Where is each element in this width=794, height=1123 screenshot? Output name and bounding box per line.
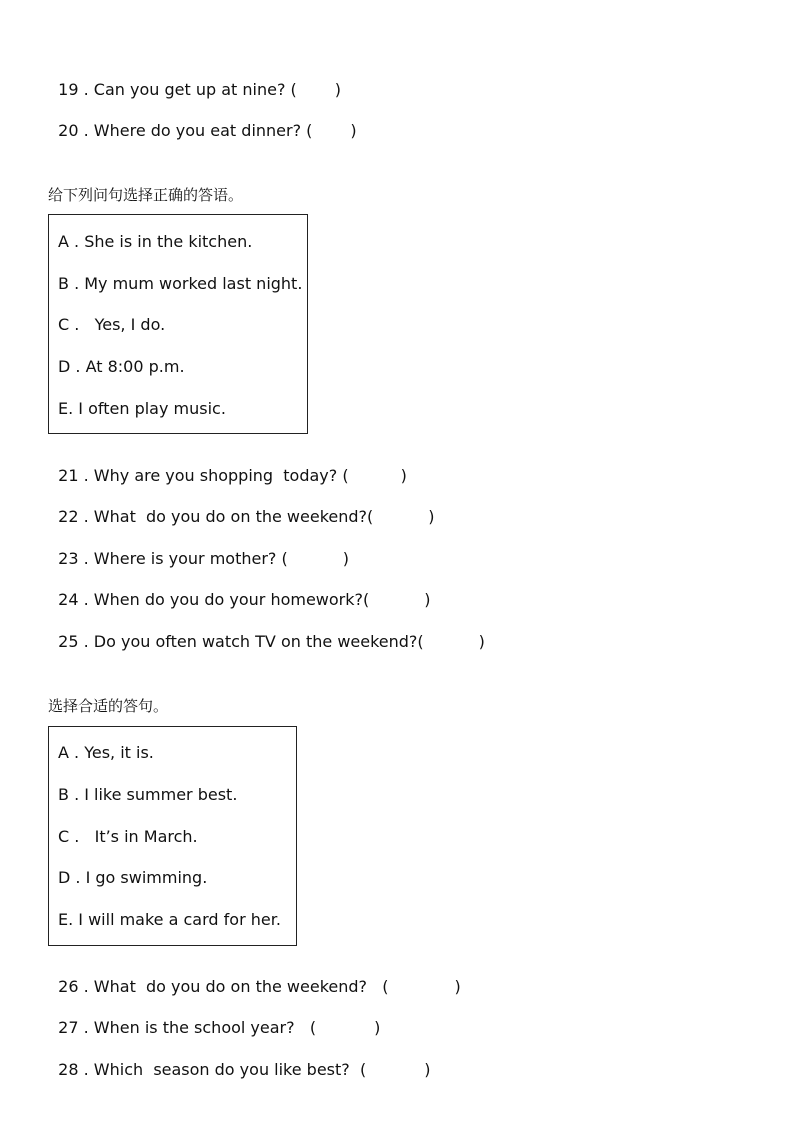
answer-paren-open: ( <box>363 590 370 609</box>
answer-paren-close: ) <box>424 590 431 609</box>
option-d: D . At 8:00 p.m. <box>58 357 185 376</box>
answer-paren-open: ( <box>281 549 288 568</box>
question-text: When do you do your homework? <box>93 590 364 609</box>
answer-paren-open: ( <box>359 1060 367 1079</box>
question-23: 23 . Where is your mother? ( ) <box>58 549 349 568</box>
question-number: 20 <box>58 121 79 140</box>
option-b: B . My mum worked last night. <box>58 274 303 293</box>
answer-paren-open: ( <box>367 507 374 526</box>
question-text: What do you do on the weekend? <box>93 507 368 526</box>
section-1-heading: 给下列问句选择正确的答语。 <box>48 186 244 204</box>
answer-paren-close: ) <box>478 632 485 651</box>
question-21: 21 . Why are you shopping today? ( ) <box>58 466 407 485</box>
answer-paren-close: ) <box>454 977 461 996</box>
section-1-options-box <box>48 214 308 434</box>
section-2-options-box <box>48 726 297 946</box>
question-number: 19 <box>58 80 79 99</box>
question-number: 21 <box>58 466 79 485</box>
option-a: A . Yes, it is. <box>58 743 154 762</box>
question-number: 25 <box>58 632 79 651</box>
question-text: Which season do you like best? <box>93 1060 350 1079</box>
question-26: 26 . What do you do on the weekend? ( ) <box>58 977 461 996</box>
question-20: 20 . Where do you eat dinner? ( ) <box>58 121 357 140</box>
answer-paren-close: ) <box>342 549 349 568</box>
question-text: Where do you eat dinner? <box>93 121 302 140</box>
question-text: Where is your mother? <box>93 549 277 568</box>
answer-paren-open: ( <box>382 977 389 996</box>
question-number: 22 <box>58 507 79 526</box>
question-number: 28 <box>58 1060 79 1079</box>
section-2-heading: 选择合适的答句。 <box>48 697 169 715</box>
option-b: B . I like summer best. <box>58 785 238 804</box>
question-number: 27 <box>58 1018 79 1037</box>
answer-paren-open: ( <box>306 121 313 140</box>
answer-paren-close: ) <box>334 80 342 99</box>
option-e: E. I often play music. <box>58 399 226 418</box>
option-a: A . She is in the kitchen. <box>58 232 253 251</box>
question-24: 24 . When do you do your homework?( ) <box>58 590 431 609</box>
option-c: C . Yes, I do. <box>58 315 166 334</box>
answer-paren-close: ) <box>374 1018 381 1037</box>
question-text: Do you often watch TV on the weekend? <box>93 632 418 651</box>
option-e: E. I will make a card for her. <box>58 910 281 929</box>
answer-paren-open: ( <box>342 466 349 485</box>
answer-paren-close: ) <box>350 121 357 140</box>
question-number: 24 <box>58 590 79 609</box>
question-number: 26 <box>58 977 79 996</box>
question-28: 28 . Which season do you like best? ( ) <box>58 1060 431 1079</box>
question-19: 19 . Can you get up at nine? ( ) <box>58 80 342 99</box>
answer-paren-close: ) <box>400 466 407 485</box>
option-d: D . I go swimming. <box>58 868 208 887</box>
question-number: 23 <box>58 549 79 568</box>
answer-paren-close: ) <box>424 1060 431 1079</box>
question-22: 22 . What do you do on the weekend?( ) <box>58 507 435 526</box>
answer-paren-close: ) <box>428 507 435 526</box>
question-text: What do you do on the weekend? <box>93 977 368 996</box>
question-text: When is the school year? <box>93 1018 295 1037</box>
question-text: Can you get up at nine? <box>93 80 286 99</box>
answer-paren-open: ( <box>417 632 424 651</box>
option-c: C . It’s in March. <box>58 827 198 846</box>
answer-paren-open: ( <box>290 80 297 99</box>
answer-paren-open: ( <box>309 1018 317 1037</box>
question-27: 27 . When is the school year? ( ) <box>58 1018 381 1037</box>
question-text: Why are you shopping today? <box>93 466 338 485</box>
question-25: 25 . Do you often watch TV on the weekend?( ) <box>58 632 485 651</box>
